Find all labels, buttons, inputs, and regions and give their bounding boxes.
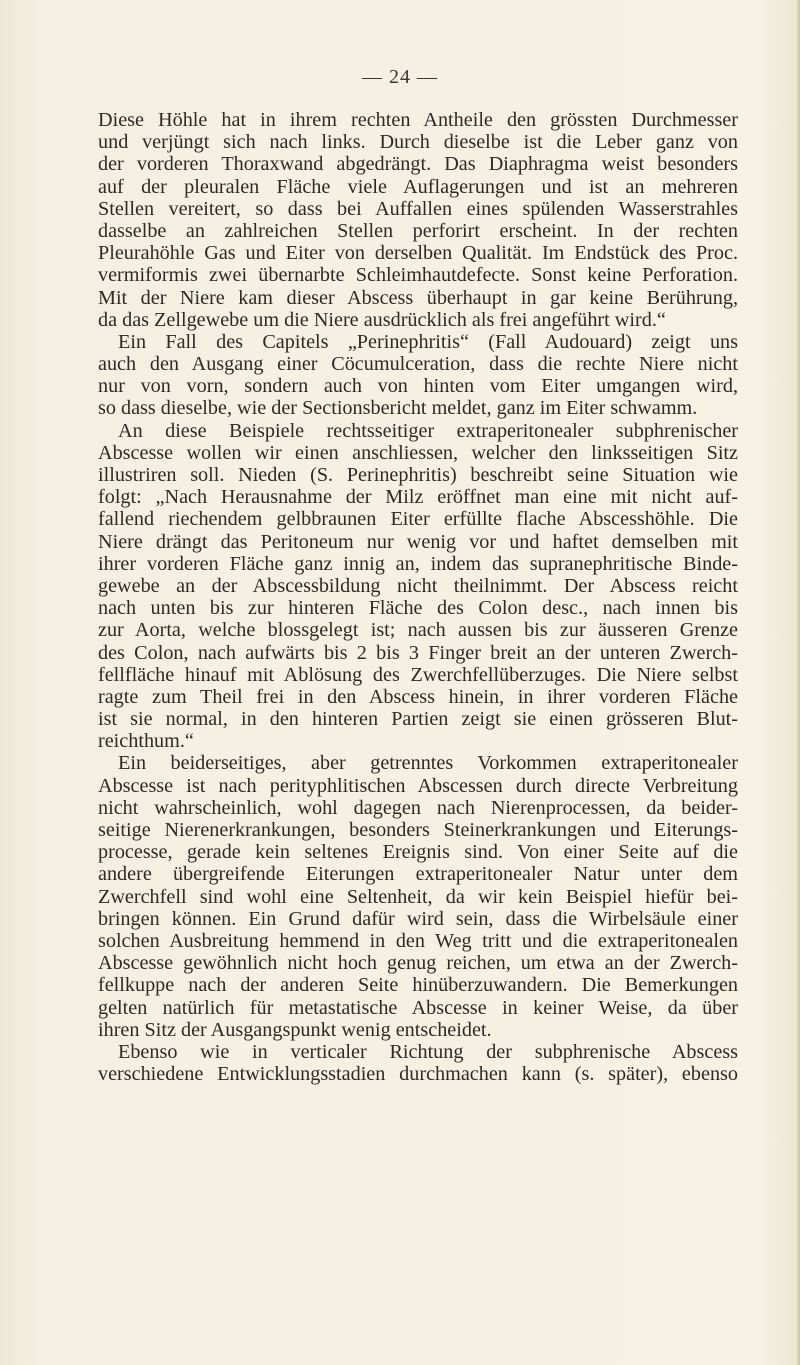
text-line: nach unten bis zur hinteren Fläche des Colon desc., nach innen bis	[98, 597, 738, 620]
text-line: ihren Sitz der Ausgangspunkt wenig entscheidet.	[98, 1018, 492, 1041]
text-line: da das Zellgewebe um die Niere ausdrücklich als frei angeführt wird.“	[98, 308, 666, 331]
text-line: Niere drängt das Peritoneum nur wenig vor und haftet demselben mit	[98, 530, 738, 553]
text-line: gewebe an der Abscessbildung nicht theilnimmt. Der Abscess reicht	[98, 574, 738, 597]
text-line: seitige Nierenerkrankungen, besonders Steinerkrankungen und Eiterungs-	[98, 819, 738, 841]
text-line: An diese Beispiele rechtsseitiger extraperitonealer subphrenischer	[118, 419, 738, 442]
text-line: des Colon, nach aufwärts bis 2 bis 3 Finger breit an der unteren Zwerch-	[98, 641, 738, 664]
text-line: gelten natürlich für metastatische Abscesse in keiner Weise, da über	[98, 996, 738, 1019]
text-line: auf der pleuralen Fläche viele Auflagerungen und ist an mehreren	[98, 175, 738, 198]
text-line: Ein Fall des Capitels „Perinephritis“ (Fall Audouard) zeigt uns	[118, 330, 738, 353]
text-line: Zwerchfell sind wohl eine Seltenheit, da wir kein Beispiel hiefür bei-	[98, 885, 738, 908]
body-text	[98, 109, 738, 1085]
text-line: folgt: „Nach Herausnahme der Milz eröffnet man eine mit nicht auf-	[98, 486, 738, 509]
text-line: solchen Ausbreitung hemmend in den Weg tritt und die extraperitonealen	[98, 929, 738, 952]
text-line: Abscesse wollen wir einen anschliessen, welcher den linksseitigen Sitz	[98, 441, 738, 464]
text-line: verschiedene Entwicklungsstadien durchmachen kann (s. später), ebenso	[98, 1063, 738, 1086]
text-line: Abscesse ist nach perityphlitischen Abscessen durch directe Verbreitung	[98, 774, 738, 797]
text-line: ihrer vorderen Fläche ganz innig an, indem das supranephritische Binde-	[98, 552, 738, 575]
text-line: Ein beiderseitiges, aber getrenntes Vorkommen extraperitonealer	[118, 752, 738, 775]
text-line: fallend riechendem gelbbraunen Eiter erfüllte flache Abscesshöhle. Die	[98, 508, 738, 531]
text-line: illustriren soll. Nieden (S. Perinephritis) beschreibt seine Situation wie	[98, 464, 738, 486]
text-line: Diese Höhle hat in ihrem rechten Antheile den grössten Durchmesser	[98, 109, 738, 131]
text-line: Pleurahöhle Gas und Eiter von derselben Qualität. Im Endstück des Proc.	[98, 242, 738, 265]
text-line: Abscesse gewöhnlich nicht hoch genug reichen, um etwa an der Zwerch-	[98, 952, 738, 975]
text-line: der vorderen Thoraxwand abgedrängt. Das Diaphragma weist besonders	[98, 153, 738, 176]
text-line: auch den Ausgang einer Cöcumulceration, dass die rechte Niere nicht	[98, 353, 738, 376]
text-line: nicht wahrscheinlich, wohl dagegen nach Nierenprocessen, da beider-	[98, 796, 738, 819]
text-line: ist sie normal, in den hinteren Partien zeigt sie einen grösseren Blut-	[98, 708, 738, 731]
text-line: andere übergreifende Eiterungen extraperitonealer Natur unter dem	[98, 863, 738, 886]
text-line: processe, gerade kein seltenes Ereignis sind. Von einer Seite auf die	[98, 841, 738, 864]
text-line: zur Aorta, welche blossgelegt ist; nach aussen bis zur äusseren Grenze	[98, 619, 738, 642]
page-edge-shadow	[796, 0, 800, 1365]
text-line: vermiformis zwei übernarbte Schleimhautdefecte. Sonst keine Perforation.	[98, 264, 738, 287]
text-line: ragte zum Theil frei in den Abscess hinein, in ihrer vorderen Fläche	[98, 685, 738, 708]
page-number: — 24 —	[362, 66, 438, 88]
text-line: dasselbe an zahlreichen Stellen perforirt erscheint. In der rechten	[98, 219, 738, 242]
text-line: reichthum.“	[98, 730, 194, 753]
text-line: nur von vorn, sondern auch von hinten vom Eiter umgangen wird,	[98, 375, 738, 398]
text-line: Ebenso wie in verticaler Richtung der subphrenische Abscess	[118, 1040, 738, 1063]
text-line: Stellen vereitert, so dass bei Auffallen eines spülenden Wasserstrahles	[98, 197, 738, 220]
text-line: so dass dieselbe, wie der Sectionsbericht meldet, ganz im Eiter schwamm.	[98, 397, 698, 420]
text-line: fellkuppe nach der anderen Seite hinüberzuwandern. Die Bemerkungen	[98, 974, 738, 997]
text-line: bringen können. Ein Grund dafür wird sein, dass die Wirbelsäule einer	[98, 907, 738, 930]
text-line: und verjüngt sich nach links. Durch dieselbe ist die Leber ganz von	[98, 131, 738, 154]
text-line: fellfläche hinauf mit Ablösung des Zwerchfellüberzuges. Die Niere selbst	[98, 663, 738, 686]
text-line: Mit der Niere kam dieser Abscess überhaupt in gar keine Berührung,	[98, 286, 738, 309]
